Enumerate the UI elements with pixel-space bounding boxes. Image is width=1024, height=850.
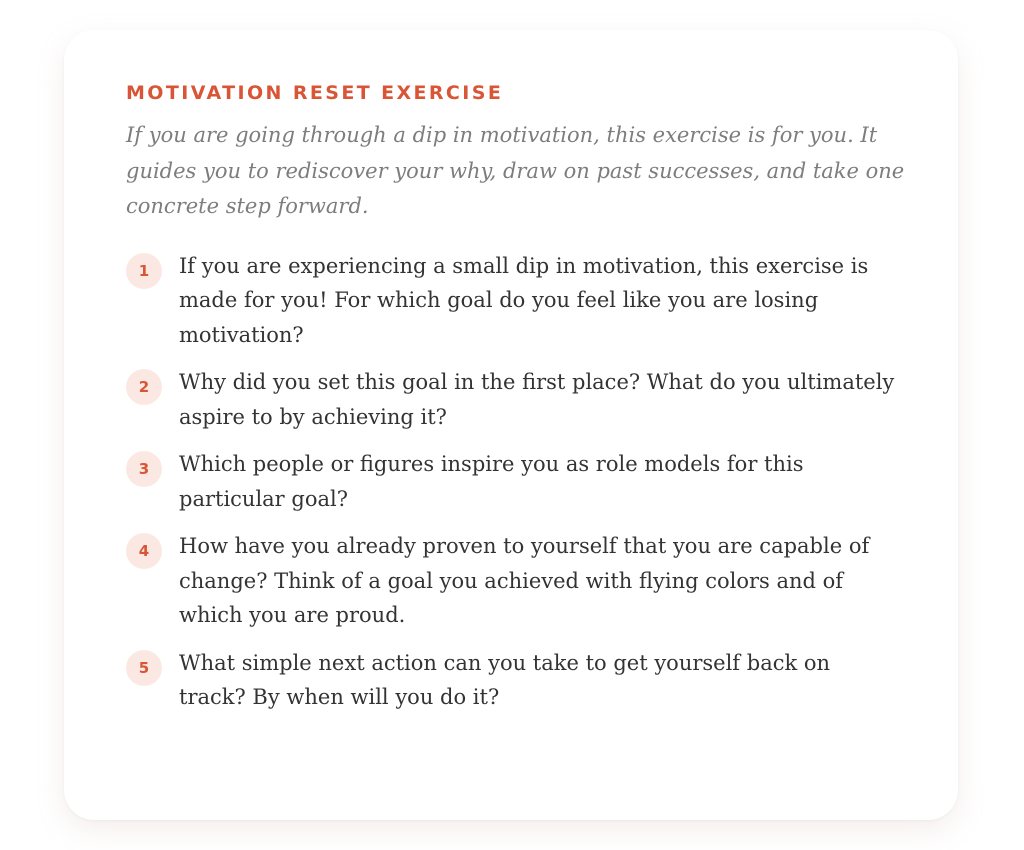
step-number-badge: 5 — [126, 650, 162, 686]
step-item — [126, 650, 898, 715]
step-number-badge: 1 — [126, 253, 162, 289]
step-text: Which people or figures inspire you as role models for this particular goal? — [179, 452, 804, 511]
exercise-title: MOTIVATION RESET EXERCISE — [126, 82, 504, 104]
steps-list — [126, 253, 898, 715]
step-item — [126, 253, 898, 353]
step-number-badge: 2 — [126, 369, 162, 405]
step-number-badge: 3 — [126, 451, 162, 487]
exercise-intro: If you are going through a dip in motivation, this exercise is for you. It guides you to rediscover your why, draw on past successes, and take one concrete step forward. — [126, 123, 905, 218]
step-text: If you are experiencing a small dip in motivation, this exercise is made for you! For which goal do you feel like you are losing motivation? — [179, 253, 869, 347]
step-text: How have you already proven to yourself that you are capable of change? Think of a goal you achieved with flying colors and of which you are proud. — [179, 534, 870, 627]
step-text: What simple next action can you take to get yourself back on track? By when will you do it? — [179, 650, 831, 709]
step-item — [126, 452, 898, 516]
exercise-card — [64, 30, 958, 820]
step-item — [126, 534, 898, 633]
step-number-badge: 4 — [126, 533, 162, 569]
step-text: Why did you set this goal in the first place? What do you ultimately aspire to by achieving it? — [179, 370, 895, 429]
step-item — [126, 370, 898, 434]
